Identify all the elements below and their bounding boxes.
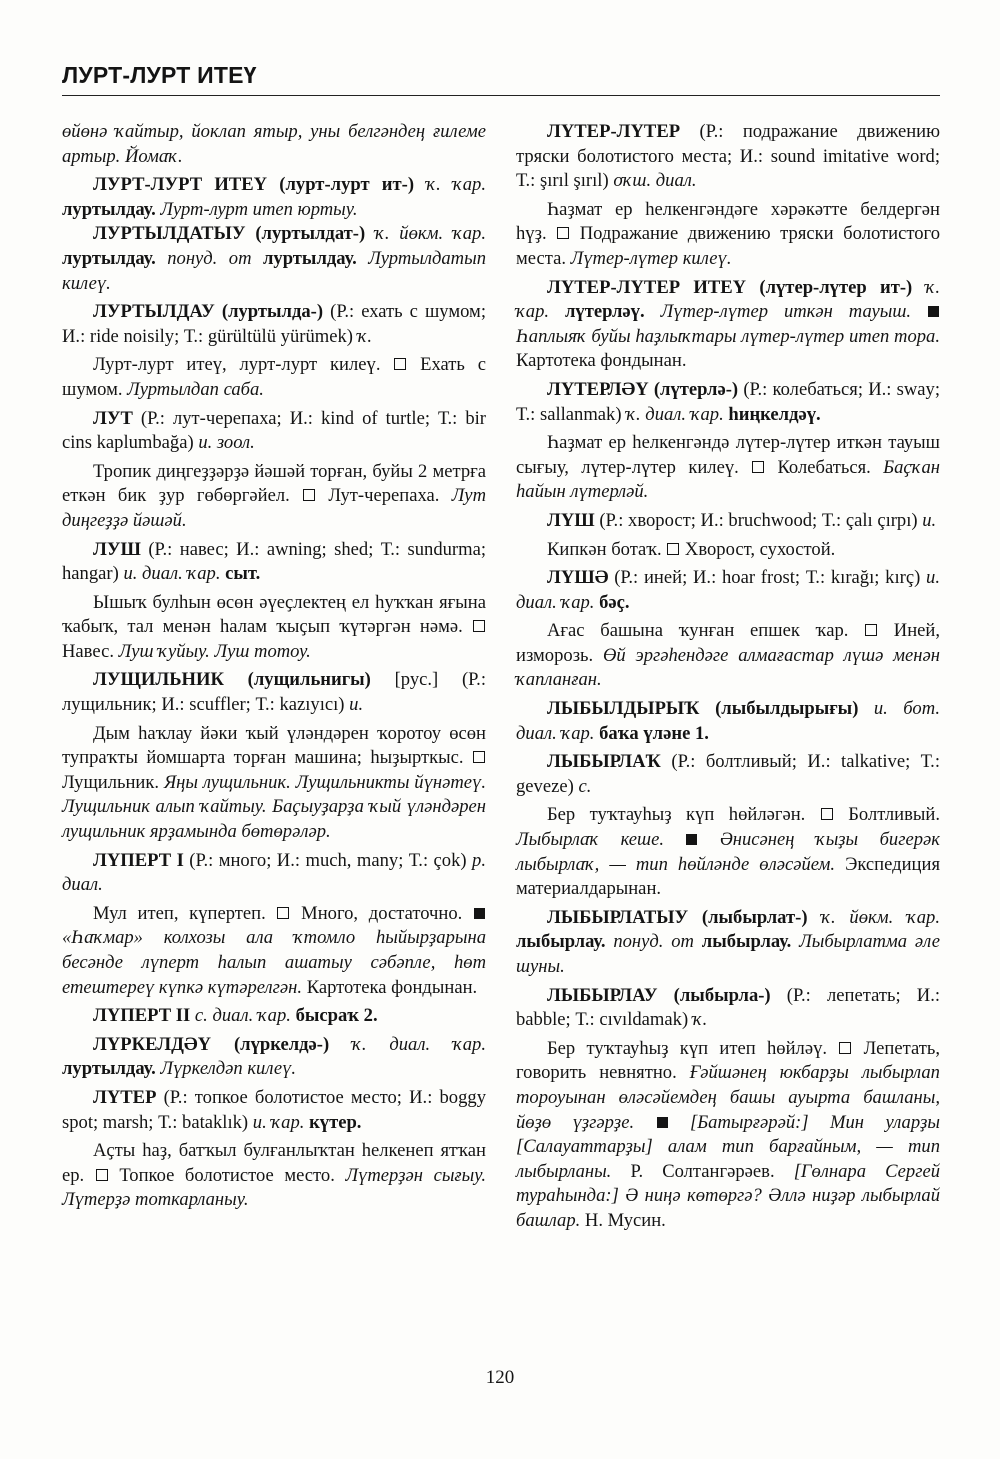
left-column (62, 120, 486, 1213)
dictionary-entry: ЛҮРКЕЛДӘҮ (лүркелдә-) ҡ. диал. ҡар. луртылдау. Лүркелдәп килеү. (62, 1033, 486, 1080)
dictionary-entry: ЛҮТЕР-ЛҮТЕР ИТЕҮ (лүтер-лүтер ит-) ҡ. ҡар. лүтерләү. Лүтер-лүтер иткән тауыш. Һаплыяҡ буйы һаҙлыҡтары лүтер-лүтер итеп тора. Картотека фондынан. (516, 276, 940, 372)
definition: Ышыҡ булһын өсөн әүеҫлектең ел һуҡҡан яғына ҡабыҡ, тал менән һалам ҡыҫып ҡүтәргән нәмә. Навес. Луш ҡуйыу. Луш тотоу. (62, 591, 486, 662)
dictionary-entry: ЛЫБЫРЛАТЫУ (лыбырлат-) ҡ. йөкм. ҡар. лыбырлау. понуд. от лыбырлау. Лыбырлатма әле шуны. (516, 906, 940, 977)
dictionary-entry: ЛУЩИЛЬНИК (лущильнигы) [рус.] (Р.: лущильник; И.: scuffler; Т.: kazıyıcı) и. (62, 669, 486, 716)
dictionary-entry: ЛУРТЫЛДАУ (луртылда-) (Р.: ехать с шумом; И.: ride noisily; Т.: gürültülü yürümek) ҡ. (62, 301, 486, 347)
running-head: ЛУРТ-ЛУРТ ИТЕҮ (62, 62, 257, 88)
dictionary-entry: ЛЫБЫЛДЫРЫҠ (лыбылдырығы) и. бот. диал. ҡар. баҡа үләне 1. (516, 698, 940, 744)
dictionary-entry: ЛҮПЕРТ II с. диал. ҡар. бысраҡ 2. (93, 1005, 378, 1027)
definition: Бер туҡтауһыҙ күп һөйләгән. Болтливый. Лыбырлаҡ кеше. Әнисәнең ҡыҙы бигерәк лыбырлаҡ, — тип һөйләнде өләсәйем. Экспедиция материалдарынан. (516, 804, 940, 900)
dictionary-entry: ЛҮШӘ (Р.: иней; И.: hoar frost; Т.: kırağı; kırç) и. диал. ҡар. бәҫ. (516, 567, 940, 613)
dictionary-entry: ЛУШ (Р.: навес; И.: awning; shed; Т.: sundurma; hangar) и. диал. ҡар. сыт. (62, 538, 486, 585)
white-square-icon (96, 1169, 108, 1181)
dictionary-entry: ЛЫБЫРЛАҠ (Р.: болтливый; И.: talkative; Т.: geveze) с. (516, 751, 940, 797)
entry-continuation: өйөнә ҡайтыр, йоклап ятыр, уны белгәндең ғилеме артыр. Йомаҡ. (62, 121, 486, 167)
black-square-icon (474, 908, 485, 919)
dictionary-entry: ЛҮПЕРТ I (Р.: много; И.: much, many; Т.: çok) р. диал. (62, 849, 486, 896)
dictionary-entry: ЛҮТЕРЛӘҮ (лүтерлә-) (Р.: колебаться; И.: sway; Т.: sallanmak) ҡ. диал. ҡар. һиңкелдәү. (516, 378, 941, 425)
dictionary-entry: ЛУТ (Р.: лут-черепаха; И.: kind of turtle; Т.: bir cins kaplumbağa) и. зоол. (62, 407, 486, 454)
definition: Дым һаҡлау йәки ҡый үләндәрен ҡоротоу өсөн тупраҡты йомшарта торған машина; һыҙырткыс. Лущильник. Яңы лущильник. Лущильникты йүнәтеү. Лущильник алып ҡайтыу. Баҫыуҙарҙа ҡый үләндәрен лущильник ярҙамында бөтөрәләр. (62, 722, 486, 843)
definition: Ағас башына ҡунған епшек ҡар. Иней, изморозь. Өй эргәһендәге алмағастар лүшә менән ҡапланған. (516, 620, 941, 691)
definition: Лурт-лурт итеү, лурт-лурт килеү. Ехать с шумом. Луртылдап саба. (62, 354, 486, 400)
white-square-icon (394, 358, 406, 370)
black-square-icon (928, 306, 939, 317)
definition: Тропик диңгеҙҙәрҙә йәшәй торған, буйы 2 метрға еткән бик ҙур гөбөргәйел. Лут-черепаха. Лут диңгеҙҙә йәшәй. (62, 460, 486, 531)
white-square-icon (557, 227, 569, 239)
header-rule (62, 95, 940, 96)
page-number: 120 (485, 1367, 515, 1388)
right-column (516, 120, 940, 1234)
dictionary-entry: ЛУРТЫЛДАТЫУ (луртылдат-) ҡ. йөкм. ҡар. луртылдау. понуд. от луртылдау. Луртылдатып килеү. (62, 223, 486, 294)
dictionary-entry: ЛҮТЕР-ЛҮТЕР (Р.: подражание движению тряски болотистого места; И.: sound imitative word; Т.: şırıl şırıl) оҡш. диал. (516, 121, 940, 192)
dictionary-entry: ЛҮШ (Р.: хворост; И.: bruchwood; Т.: çalı çırpı) и. (547, 509, 937, 531)
white-square-icon (303, 489, 315, 501)
white-square-icon (752, 461, 764, 473)
dictionary-entry: ЛЫБЫРЛАУ (лыбырла-) (Р.: лепетать; И.: babble; Т.: cıvıldamak) ҡ. (516, 984, 941, 1031)
white-square-icon (277, 907, 289, 919)
black-square-icon (686, 834, 697, 845)
definition: Мул итеп, күпертеп. Много, достаточно. «Һаҡмар» колхозы ала ҡтомло һыйырҙарына бесәнде лүперт һалып ашатыу сәбәпле, һөт етештереү күпкә күтәрелгән. Картотека фондынан. (62, 902, 486, 998)
white-square-icon (839, 1042, 851, 1054)
dictionary-entry: ЛҮТЕР (Р.: топкое болотистое место; И.: boggy spot; marsh; Т.: bataklık) и. ҡар. күтер. (62, 1086, 486, 1133)
definition: Кипкән ботаҡ. Хворост, сухостой. (547, 538, 836, 560)
white-square-icon (667, 543, 679, 555)
definition: Һаҙмат ер һелкенгәндә лүтер-лүтер иткән тауыш сығыу, лүтер-лүтер килеү. Колебаться. Баҫҡан һайын лүтерләй. (516, 432, 940, 503)
white-square-icon (865, 624, 877, 636)
black-square-icon (657, 1117, 668, 1128)
definition: Аҫты һаҙ, батҡыл булғанлыҡтан һелкенеп ятҡан ер. Топкое болотистое место. Лүтерҙән сығыу. Лүтерҙә тоткарланыу. (62, 1140, 487, 1211)
white-square-icon (821, 808, 833, 820)
dictionary-entry: ЛУРТ-ЛУРТ ИТЕҮ (лурт-лурт ит-) ҡ. ҡар. луртылдау. Лурт-лурт итеп юртыу. (62, 174, 486, 220)
white-square-icon (473, 620, 485, 632)
definition: Бер туҡтауһыҙ күп итеп һөйләү. Лепетать, говорить невнятно. Ғәйшәнең юкбарҙы лыбырлап тороуынан өләсәйемдең башы ауырта башланы, йөҙө үҙгәрҙе. [Батырғәрәй:] Мин уларҙы [Салауаттарҙы] алам тип барғайным, — тип лыбырланы. Р. Солтангәрәев. [Гөлнара Сергей тураһында:] Ә ниңә көтөргә? Әллә ниҙәр лыбырлай башлар. Н. Мусин. (516, 1037, 940, 1231)
definition: Һаҙмат ер һелкенгәндәге хәрәкәтте белдергән һүҙ. Подражание движению тряски болотистого места. Лүтер-лүтер килеү. (516, 198, 940, 269)
white-square-icon (473, 751, 485, 763)
